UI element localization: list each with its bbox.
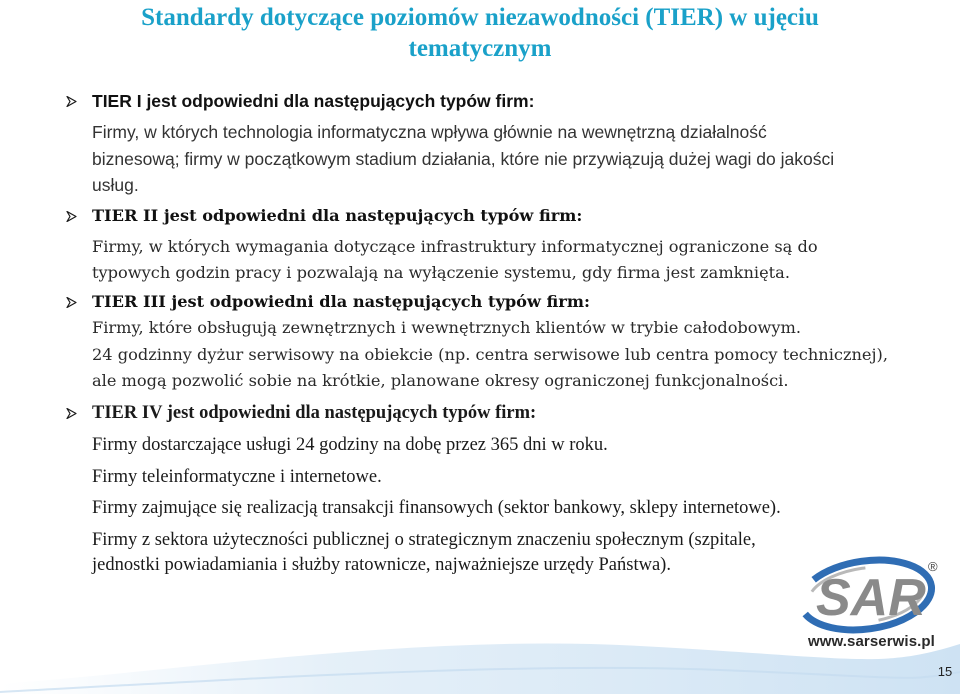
slide-title-line-2: tematycznym	[408, 35, 552, 62]
page-number: 15	[937, 664, 953, 679]
tier-1-text-line: usług.	[92, 175, 139, 195]
tier-2-text-line: typowych godzin pracy i pozwalają na wyłączenie systemu, gdy firma jest zamknięta.	[92, 263, 790, 282]
arrowhead-bullet-icon	[66, 408, 77, 419]
tier-4-text-line: Firmy teleinformatyczne i internetowe.	[92, 467, 382, 487]
tier-4-text-line: Firmy zajmujące się realizacją transakcji finansowych (sektor bankowy, sklepy internetowe).	[92, 498, 781, 518]
tier-2-text-line: Firmy, w których wymagania dotyczące infrastruktury informatycznej ograniczone są do	[92, 237, 818, 256]
tier-1-heading: TIER I jest odpowiedni dla następujących typów firm:	[92, 91, 535, 111]
arrowhead-bullet-icon	[66, 211, 77, 222]
tier-3-text-line: ale mogą pozwolić sobie na krótkie, planowane okresy ograniczonej funkcjonalności.	[92, 371, 789, 390]
tier-3-text-line: Firmy, które obsługują zewnętrznych i wewnętrznych klientów w trybie całodobowym.	[92, 318, 802, 337]
tier-4-text-line: jednostki powiadamiania i służby ratownicze, najważniejsze urzędy Państwa).	[92, 555, 671, 575]
logo-url: www.sarserwis.pl	[808, 633, 935, 650]
arrowhead-bullet-icon	[66, 297, 77, 308]
registered-mark: ®	[928, 559, 938, 574]
tier-1-text-line: biznesową; firmy w początkowym stadium działania, które nie przywiązują dużej wagi do jakości	[92, 149, 835, 169]
sar-logo-text: SAR	[816, 569, 926, 627]
tier-4-heading: TIER IV jest odpowiedni dla następujących typów firm:	[92, 403, 537, 423]
tier-4-text-line: Firmy z sektora użyteczności publicznej o strategicznym znaczeniu społecznym (szpitale,	[92, 530, 756, 550]
arrowhead-bullet-icon	[66, 96, 77, 107]
slide-title-line-1: Standardy dotyczące poziomów niezawodności (TIER) w ujęciu	[141, 4, 819, 31]
tier-3-text-line: 24 godzinny dyżur serwisowy na obiekcie (np. centra serwisowe lub centra pomocy technicznej),	[92, 345, 888, 364]
tier-1-text-line: Firmy, w których technologia informatyczna wpływa głównie na wewnętrzną działalność	[92, 122, 767, 142]
tier-2-heading: TIER II jest odpowiedni dla następujących typów firm:	[92, 206, 583, 225]
tier-4-text-line: Firmy dostarczające usługi 24 godziny na dobę przez 365 dni w roku.	[92, 435, 608, 455]
tier-3-heading: TIER III jest odpowiedni dla następujących typów firm:	[92, 292, 590, 311]
